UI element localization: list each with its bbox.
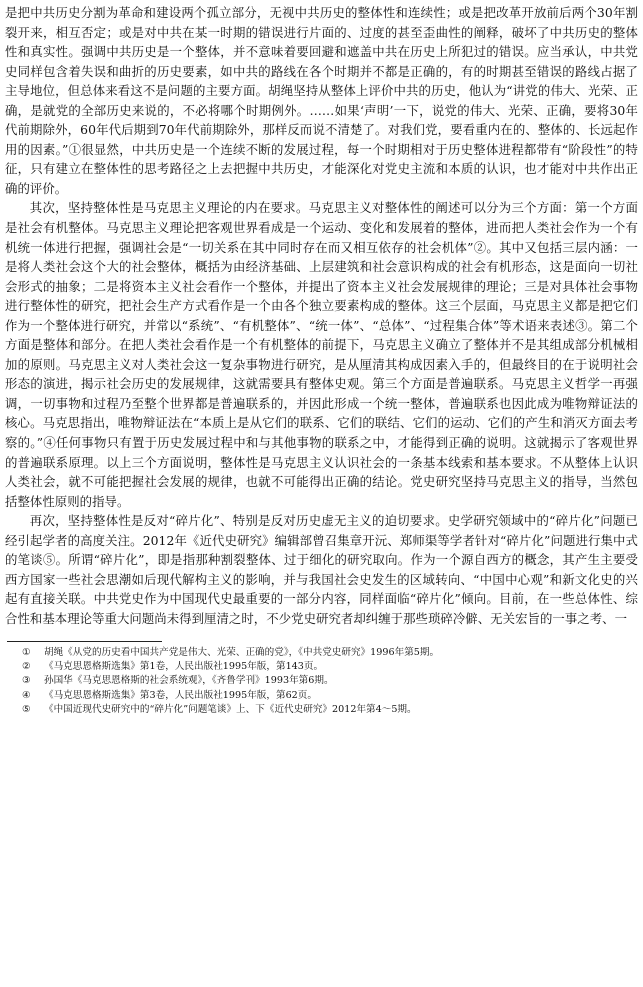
footnote-text: 《中国近现代史研究中的“碎片化”问题笔谈》上、下《近代史研究》2012年第4～5期。 xyxy=(44,704,417,716)
body-text xyxy=(5,3,638,629)
paragraph-3: 再次，坚持整体性是反对“碎片化”、特别是反对历史虚无主义的迫切要求。史学研究领域中的“碎片化”问题已经引起学者的高度关注。2012年《近代史研究》编辑部曾召集章开沅、郑师渠等学者针对“碎片化”问题进行集中式的笔谈⑤。所谓“碎片化”，即是指那种割裂整体、过于细化的研究取向。作为一个源自西方的概念，其产生主要受西方国家一些社会思潮如后现代解构主义的影响，并与我国社会史发生的区域转向、“中国中心观”和新文化史的兴起有直接关联。中共党史作为中国现代史最重要的一部分内容，同样面临“碎片化”倾向。目前，在一些总体性、综合性和基本理论等重大问题尚未得到厘清之时，不少党史研究者却纠缠于那些琐碎冷僻、无关宏旨的一事之考、一 xyxy=(5,513,638,626)
footnote-2 xyxy=(5,660,638,674)
paragraph-1: 是把中共历史分割为革命和建设两个孤立部分，无视中共历史的整体性和连续性；或是把改革开放前后两个30年割裂开来，相互否定；或是对中共在某一时期的错误进行片面的、过度的甚至歪曲性的阐释，破坏了中共历史的整体性和真实性。强调中共历史是一个整体，并不意味着要回避和遮盖中共在历史上所犯过的错误。应当承认，中共党史同样包含着失误和曲折的历史要素，如中共的路线在各个时期并不都是正确的，有的时期甚至错误的路线占据了主导地位，但总体来看这不是问题的主要方面。胡绳坚持从整体上评价中共的历史，他认为“讲党的伟大、光荣、正确，是就党的全部历史来说的，不必将哪个时期例外。……如果‘声明’一下，说党的伟大、光荣、正确，要将30年代前期除外，60年代后期到70年代前期除外，那样反而说不清楚了。对我们党，要看重内在的、整体的、长远起作用的因素。”①很显然，中共历史是一个连续不断的发展过程，每一个时期相对于历史整体进程都带有“阶段性”的特征，只有建立在整体性的思考路径之上去把握中共历史，才能深化对党史主流和本质的认识，也才能对中共作出正确的评价。 xyxy=(5,5,638,196)
footnote-text: 《马克思恩格斯选集》第3卷，人民出版社1995年版，第62页。 xyxy=(44,689,317,701)
footnote-mark: ② xyxy=(22,660,31,672)
footnote-mark: ③ xyxy=(22,675,31,687)
footnote-divider xyxy=(7,641,162,642)
footnote-text: 《马克思恩格斯选集》第1卷，人民出版社1995年版，第143页。 xyxy=(44,660,324,672)
footnote-mark: ⑤ xyxy=(22,704,31,716)
footnote-mark: ④ xyxy=(22,689,31,701)
paragraph-2: 其次，坚持整体性是马克思主义理论的内在要求。马克思主义对整体性的阐述可以分为三个方面：第一个方面是社会有机整体。马克思主义理论把客观世界看成是一个运动、变化和发展着的整体，进而把人类社会作为一个有机统一体进行把握，强调社会是“一切关系在其中同时存在而又相互依存的社会机体”②。其中又包括三层内涵：一是将人类社会这个大的社会整体，概括为由经济基础、上层建筑和社会意识构成的社会有机形态，这是面向一切社会形式的抽象；二是将资本主义社会看作一个整体，并提出了资本主义社会发展规律的理论；三是对具体社会事物进行整体性的研究，把社会生产方式看作是一个由各个独立要素构成的整体。这三个层面，马克思主义都是把它们作为一个整体进行研究，并常以“系统”、“有机整体”、“统一体”、“总体”、“过程集合体”等术语来表述③。第二个方面是整体和部分。在把人类社会看作是一个有机整体的前提下，马克思主义确立了整体并不是其组成部分机械相加的原则。马克思主义对人类社会这一复杂事物进行研究，是从厘清其构成因素入手的，但最终目的在于说明社会形态的演进，揭示社会历史的发展规律，这就需要具有整体史观。第三个方面是普遍联系。马克思主义哲学一再强调，一切事物和过程乃至整个世界都是普遍联系的，并因此形成一个统一整体，普遍联系也因此成为唯物辩证法的核心。马克思指出，唯物辩证法在“本质上是从它们的联系、它们的联结、它们的运动、它们的产生和消灭方面去考察的。”④任何事物只有置于历史发展过程中和与其他事物的联系之中，才能得到正确的说明。这就揭示了客观世界的普遍联系原理。以上三个方面说明，整体性是马克思主义认识社会的一条基本线索和基本要求。不从整体上认识人类社会，就不可能把握社会发展的规律，也就不可能得出正确的结论。党史研究坚持马克思主义的指导，当然包括整体性原则的指导。 xyxy=(5,200,638,509)
footnote-3 xyxy=(5,674,638,688)
footnote-4 xyxy=(5,689,638,703)
footnote-5 xyxy=(5,703,638,717)
footnote-text: 胡绳《从党的历史看中国共产党是伟大、光荣、正确的党》，《中共党史研究》1996年第5期。 xyxy=(44,646,440,658)
footnotes xyxy=(5,646,638,718)
footnote-mark: ① xyxy=(22,646,31,658)
footnote-text: 孙国华《马克思恩格斯的社会系统观》，《齐鲁学刊》1993年第6期。 xyxy=(44,675,334,687)
footnote-1 xyxy=(5,646,638,660)
